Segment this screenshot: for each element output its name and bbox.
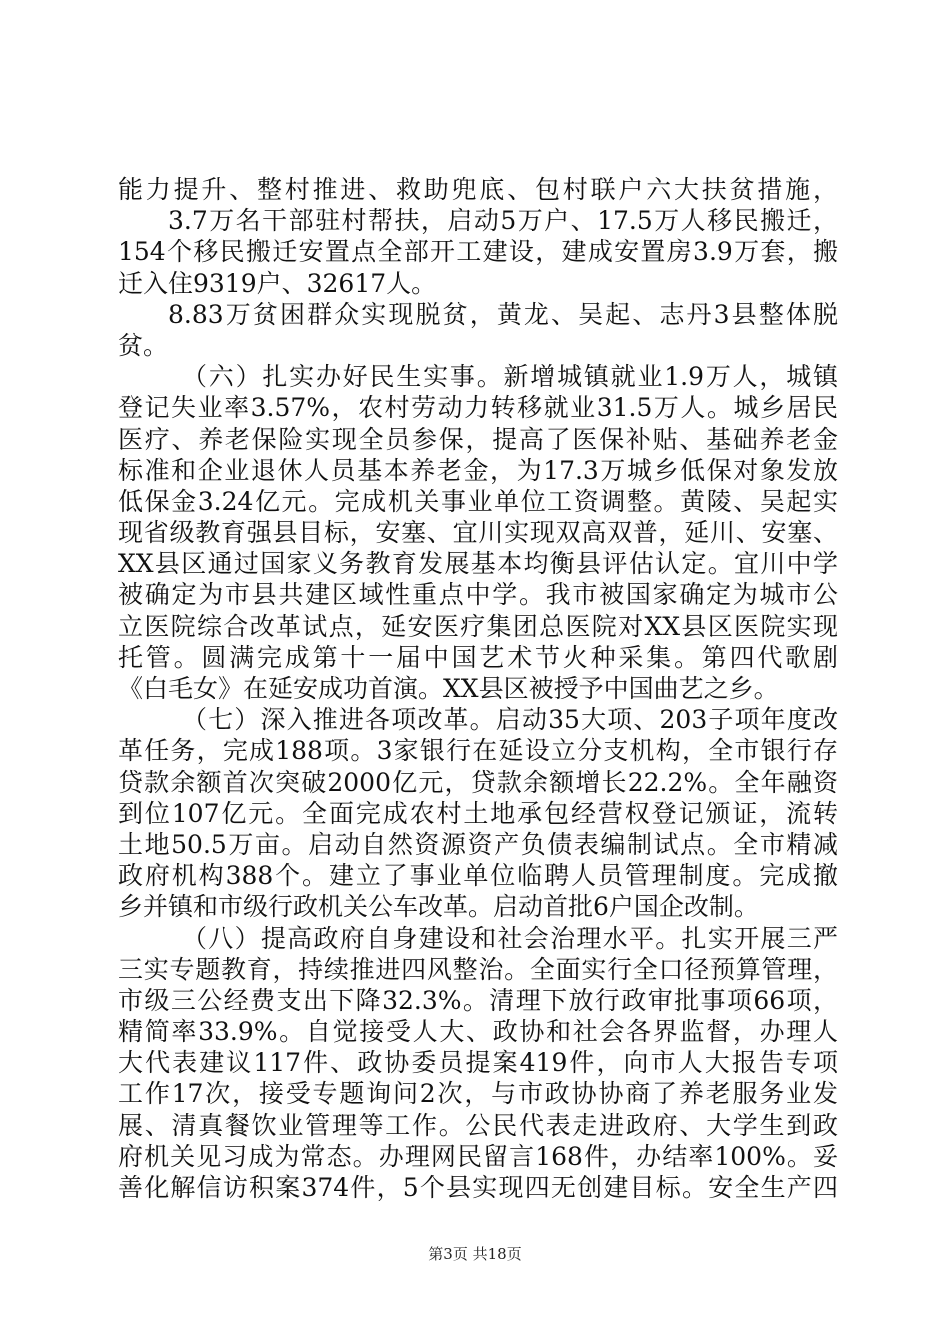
text-line: 展、清真餐饮业管理等工作。公民代表走进政府、大学生到政 <box>118 1110 838 1140</box>
text-line: 大代表建议117件、政协委员提案419件，向市人大报告专项 <box>118 1048 838 1078</box>
text-line: 迁入住9319户、32617人。 <box>118 268 437 298</box>
text-line: 革任务，完成188项。3家银行在延设立分支机构，全市银行存 <box>118 736 838 766</box>
page-footer: 第3页 共18页 <box>428 1245 522 1263</box>
text-line: （七）深入推进各项改革。启动35大项、203子项年度改 <box>182 705 838 735</box>
text-line: 贷款余额首次突破2000亿元，贷款余额增长22.2%。全年融资 <box>118 767 838 797</box>
text-line: 3.7万名干部驻村帮扶，启动5万户、17.5万人移民搬迁， <box>168 206 838 236</box>
text-line: 低保金3.24亿元。完成机关事业单位工资调整。黄陵、吴起实 <box>118 486 838 516</box>
text-line: 被确定为市县共建区域性重点中学。我市被国家确定为城市公 <box>118 580 838 610</box>
text-line: （八）提高政府自身建设和社会治理水平。扎实开展三严 <box>182 923 838 953</box>
text-line: XX县区通过国家义务教育发展基本均衡县评估认定。宜川中学 <box>118 549 838 579</box>
text-line: 立医院综合改革试点，延安医疗集团总医院对XX县区医院实现 <box>118 611 838 641</box>
text-line: 贫。 <box>118 330 169 360</box>
text-line: 政府机构388个。建立了事业单位临聘人员管理制度。完成撤 <box>118 861 838 891</box>
text-line: 府机关见习成为常态。办理网民留言168件，办结率100%。妥 <box>118 1141 838 1171</box>
text-line: 市级三公经费支出下降32.3%。清理下放行政审批事项66项， <box>118 985 838 1015</box>
text-line: 医疗、养老保险实现全员参保，提高了医保补贴、基础养老金 <box>118 424 838 454</box>
text-line: 托管。圆满完成第十一届中国艺术节火种采集。第四代歌剧 <box>118 642 838 672</box>
text-line: （六）扎实办好民生实事。新增城镇就业1.9万人，城镇 <box>182 362 838 392</box>
text-line: 善化解信访积案374件，5个县实现四无创建目标。安全生产四 <box>118 1173 838 1202</box>
text-line: 三实专题教育，持续推进四风整治。全面实行全口径预算管理， <box>118 954 838 984</box>
text-line: 精简率33.9%。自觉接受人大、政协和社会各界监督，办理人 <box>118 1017 838 1047</box>
text-line: 乡并镇和市级行政机关公车改革。启动首批6户国企改制。 <box>118 892 759 922</box>
text-line: 标准和企业退休人员基本养老金，为17.3万城乡低保对象发放 <box>118 455 838 485</box>
document-body <box>118 174 838 1203</box>
text-line: 154个移民搬迁安置点全部开工建设，建成安置房3.9万套，搬 <box>118 237 838 267</box>
text-line: 能力提升、整村推进、救助兜底、包村联户六大扶贫措施， <box>118 175 838 204</box>
text-line: 8.83万贫困群众实现脱贫，黄龙、吴起、志丹3县整体脱 <box>168 299 838 329</box>
text-line: 到位107亿元。全面完成农村土地承包经营权登记颁证，流转 <box>118 798 838 828</box>
text-line: 土地50.5万亩。启动自然资源资产负债表编制试点。全市精减 <box>118 829 838 859</box>
text-line: 《白毛女》在延安成功首演。XX县区被授予中国曲艺之乡。 <box>118 674 779 703</box>
text-line: 现省级教育强县目标，安塞、宜川实现双高双普，延川、安塞、 <box>118 518 838 548</box>
text-line: 登记失业率3.57%，农村劳动力转移就业31.5万人。城乡居民 <box>118 393 838 423</box>
text-line: 工作17次，接受专题询问2次，与市政协协商了养老服务业发 <box>118 1079 838 1109</box>
